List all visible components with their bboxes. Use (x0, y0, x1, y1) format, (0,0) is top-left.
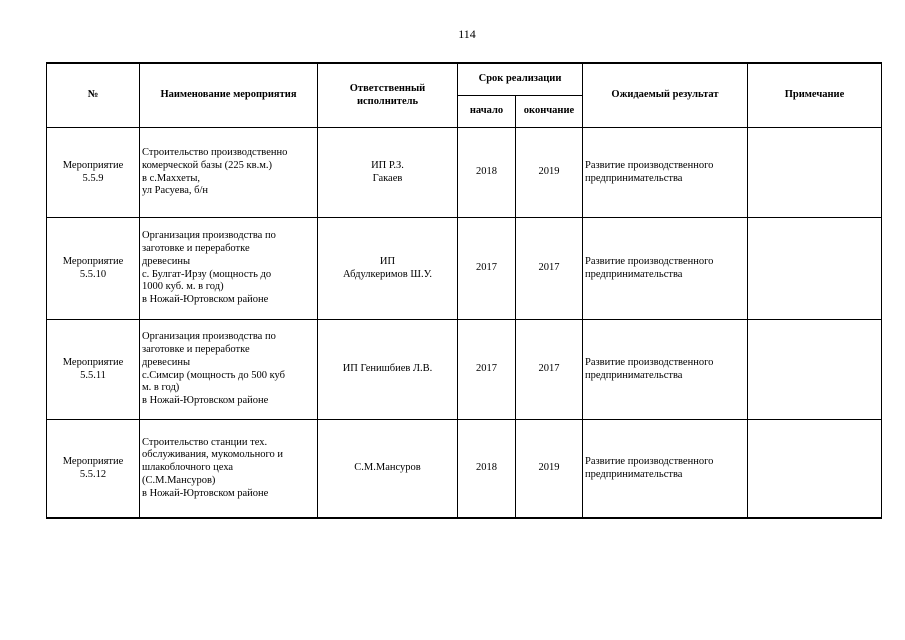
cell-executor: ИП Абдулкеримов Ш.У. (318, 218, 458, 320)
cell-num: Мероприятие 5.5.10 (47, 218, 140, 320)
cell-name: Строительство станции тех. обслуживания, мукомольного и шлакоблочного цеха (С.М.Мансуров) в Ножай-Юртовском районе (140, 420, 318, 519)
header-note: Примечание (748, 63, 882, 128)
cell-end: 2019 (516, 128, 583, 218)
cell-name: Организация производства по заготовке и переработке древесины с.Симсир (мощность до 500 куб м. в год) в Ножай-Юртовском районе (140, 320, 318, 420)
cell-end: 2019 (516, 420, 583, 519)
header-result: Ожидаемый результат (583, 63, 748, 128)
cell-note (748, 128, 882, 218)
table-header (47, 63, 882, 128)
table-row (47, 320, 882, 420)
cell-name: Организация производства по заготовке и переработке древесины с. Булгат-Ирзу (мощность до 1000 куб. м. в год) в Ножай-Юртовском районе (140, 218, 318, 320)
cell-note (748, 218, 882, 320)
cell-start: 2018 (458, 420, 516, 519)
cell-result: Развитие производственного предпринимательства (583, 420, 748, 519)
table-row (47, 128, 882, 218)
page-number: 114 (458, 27, 476, 41)
cell-num: Мероприятие 5.5.9 (47, 128, 140, 218)
cell-result: Развитие производственного предпринимательства (583, 128, 748, 218)
cell-note (748, 320, 882, 420)
cell-executor: С.М.Мансуров (318, 420, 458, 519)
cell-note (748, 420, 882, 519)
header-name: Наименование мероприятия (140, 63, 318, 128)
cell-num: Мероприятие 5.5.12 (47, 420, 140, 519)
cell-executor: ИП Генишбиев Л.В. (318, 320, 458, 420)
header-num: № (47, 63, 140, 128)
cell-start: 2018 (458, 128, 516, 218)
table-row (47, 218, 882, 320)
cell-end: 2017 (516, 218, 583, 320)
cell-end: 2017 (516, 320, 583, 420)
cell-result: Развитие производственного предпринимательства (583, 218, 748, 320)
cell-start: 2017 (458, 218, 516, 320)
header-period: Срок реализации (458, 63, 583, 96)
cell-num: Мероприятие 5.5.11 (47, 320, 140, 420)
header-end: окончание (516, 96, 583, 128)
header-executor: Ответственный исполнитель (318, 63, 458, 128)
measures-table (46, 62, 882, 519)
cell-name: Строительство производственно комерческой базы (225 кв.м.) в с.Маххеты, ул Расуева, б/н (140, 128, 318, 218)
table-row (47, 420, 882, 519)
cell-result: Развитие производственного предпринимательства (583, 320, 748, 420)
cell-executor: ИП Р.З. Гакаев (318, 128, 458, 218)
header-start: начало (458, 96, 516, 128)
cell-start: 2017 (458, 320, 516, 420)
